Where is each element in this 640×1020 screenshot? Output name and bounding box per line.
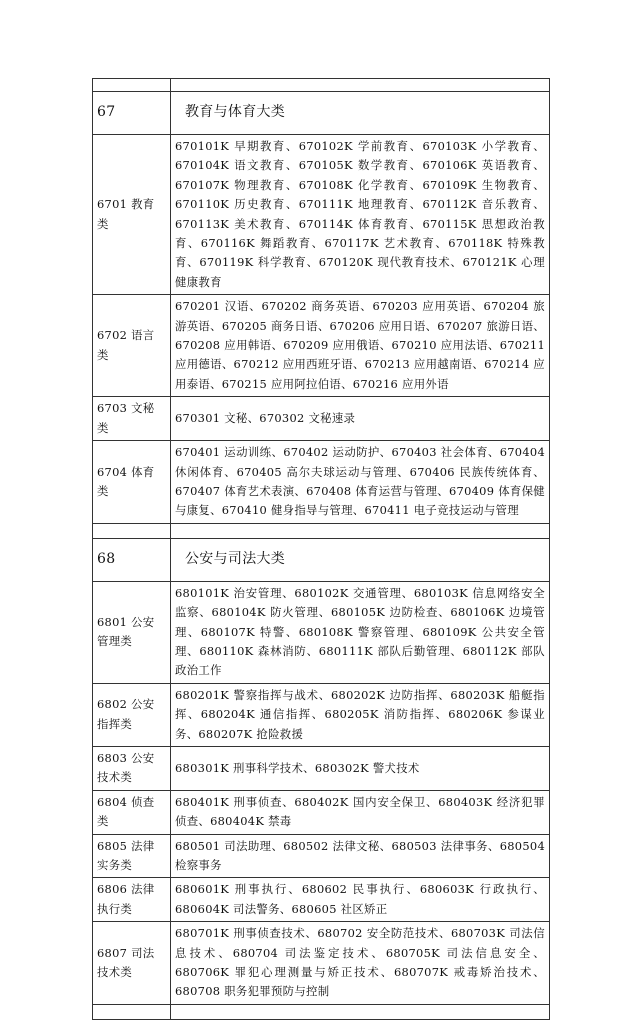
category-code: 6701 教育类 — [93, 135, 171, 295]
category-majors: 680501 司法助理、680502 法律文秘、680503 法律事务、680504 检察事务 — [171, 834, 550, 878]
table-row — [93, 878, 550, 922]
group-name: 教育与体育大类 — [171, 92, 550, 135]
table-row — [93, 295, 550, 397]
table-row — [93, 790, 550, 834]
major-catalog-table — [92, 78, 550, 1020]
category-code: 6805 法律实务类 — [93, 834, 171, 878]
group-row-67 — [93, 92, 550, 135]
blank-row — [93, 1004, 550, 1019]
category-code: 6702 语言类 — [93, 295, 171, 397]
category-majors: 680101K 治安管理、680102K 交通管理、680103K 信息网络安全监察、680104K 防火管理、680105K 边防检查、680106K 边境管理、680107K 特警、680108K 警察管理、680109K 公共安全管理、680110K 森林消防、680111K 部队后勤管理、680112K 部队政治工作 — [171, 581, 550, 683]
category-code: 6703 文秘类 — [93, 397, 171, 441]
category-code: 6704 体育类 — [93, 441, 171, 524]
blank-row — [93, 523, 550, 538]
table-row — [93, 683, 550, 746]
category-code: 6807 司法技术类 — [93, 922, 171, 1005]
category-majors: 680201K 警察指挥与战术、680202K 边防指挥、680203K 船艇指挥、680204K 通信指挥、680205K 消防指挥、680206K 参谋业务、680207K 抢险救援 — [171, 683, 550, 746]
table-row — [93, 922, 550, 1005]
category-code: 6802 公安指挥类 — [93, 683, 171, 746]
category-majors: 670401 运动训练、670402 运动防护、670403 社会体育、670404 休闲体育、670405 高尔夫球运动与管理、670406 民族传统体育、670407 体育艺术表演、670408 体育运营与管理、670409 体育保健与康复、670410 健身指导与管理、670411 电子竞技运动与管理 — [171, 441, 550, 524]
category-majors: 670101K 早期教育、670102K 学前教育、670103K 小学教育、670104K 语文教育、670105K 数学教育、670106K 英语教育、670107K 物理教育、670108K 化学教育、670109K 生物教育、670110K 历史教育、670111K 地理教育、670112K 音乐教育、670113K 美术教育、670114K 体育教育、670115K 思想政治教育、670116K 舞蹈教育、670117K 艺术教育、670118K 特殊教育、670119K 科学教育、670120K 现代教育技术、670121K 心理健康教育 — [171, 135, 550, 295]
group-name: 公安与司法大类 — [171, 538, 550, 581]
table-row — [93, 397, 550, 441]
table-row — [93, 441, 550, 524]
category-majors: 670301 文秘、670302 文秘速录 — [171, 397, 550, 441]
category-majors: 680301K 刑事科学技术、680302K 警犬技术 — [171, 746, 550, 790]
category-majors: 670201 汉语、670202 商务英语、670203 应用英语、670204 旅游英语、670205 商务日语、670206 应用日语、670207 旅游日语、670208 应用韩语、670209 应用俄语、670210 应用法语、670211 应用德语、670212 应用西班牙语、670213 应用越南语、670214 应用泰语、670215 应用阿拉伯语、670216 应用外语 — [171, 295, 550, 397]
table-row — [93, 581, 550, 683]
table-row — [93, 746, 550, 790]
category-majors: 680701K 刑事侦查技术、680702 安全防范技术、680703K 司法信息技术、680704 司法鉴定技术、680705K 司法信息安全、680706K 罪犯心理测量与矫正技术、680707K 戒毒矫治技术、680708 职务犯罪预防与控制 — [171, 922, 550, 1005]
group-row-68 — [93, 538, 550, 581]
category-code: 6803 公安技术类 — [93, 746, 171, 790]
group-code: 68 — [93, 538, 171, 581]
blank-row — [93, 79, 550, 92]
category-code: 6804 侦查类 — [93, 790, 171, 834]
category-majors: 680401K 刑事侦查、680402K 国内安全保卫、680403K 经济犯罪侦查、680404K 禁毒 — [171, 790, 550, 834]
category-code: 6806 法律执行类 — [93, 878, 171, 922]
table-row — [93, 834, 550, 878]
category-code: 6801 公安管理类 — [93, 581, 171, 683]
category-majors: 680601K 刑事执行、680602 民事执行、680603K 行政执行、680604K 司法警务、680605 社区矫正 — [171, 878, 550, 922]
table-row — [93, 135, 550, 295]
group-code: 67 — [93, 92, 171, 135]
